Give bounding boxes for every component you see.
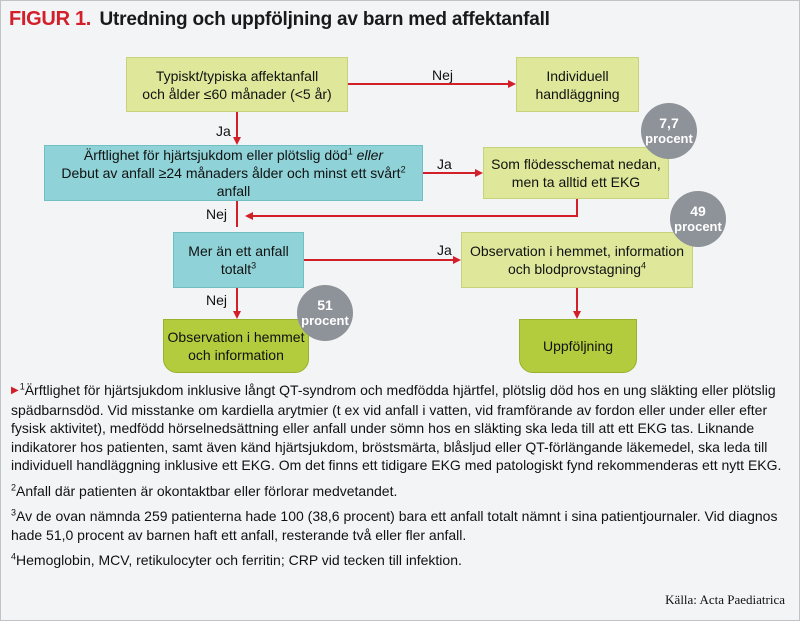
box-heredity-line1: Ärftlighet för hjärtsjukdom eller plötslig död$^1$ eller bbox=[83, 146, 384, 163]
box-typical-affect-seizures bbox=[126, 57, 348, 112]
box-home-observation bbox=[163, 319, 309, 373]
figure-title-text: Utredning och uppföljning av barn med affektanfall bbox=[99, 9, 550, 30]
triangle-icon: ▶ bbox=[11, 385, 19, 397]
box-followup-line1: Uppföljning bbox=[542, 338, 614, 354]
label-nej-start: Nej bbox=[432, 67, 454, 83]
badge-49-percent: 49 procent bbox=[670, 191, 726, 247]
box-heredity-line2: Debut av anfall ≥24 månaders ålder och minst ett svårt$^2$ anfall bbox=[61, 164, 406, 199]
badge-7-7-percent: 7,7 procent bbox=[641, 103, 697, 159]
box-observation-line2: och blodprovstagning$^4$ bbox=[507, 260, 647, 277]
footnote-3: $^3$Av de ovan nämnda 259 patienterna hade 100 (38,6 procent) bara ett anfall totalt nämnt i sina patientjournaler. Vid diagnos hade 51,0 procent av barnen haft ett anfall, resterande två eller fler anfall. bbox=[11, 507, 778, 543]
label-ja-more: Ja bbox=[437, 242, 452, 258]
footnotes bbox=[11, 381, 791, 570]
footnote-1: ▶$^1$Ärftlighet för hjärtsjukdom inklusive långt QT-syndrom och medfödda hjärtfel, plötslig död hos en ung släkting eller plötslig spädbarnsdöd. Vid misstanke om kardiella arytmier (t ex vid anfall i vatten, vid framförande av fordon eller under eller efter fysisk aktivitet), medfödd hörselnedsättning eller anfall under sömn hos en släkting ska leda till att ett EKG tas. Liknande indikatorer hos patienten, samt även känd hjärtsjukdom, bröstsmärta, blåsljud eller QT-förlängande läkemedel, ska leda till individuell handläggning inklusive ett EKG. Om det finns ett tidigare EKG med patologiskt fynd rekommenderas ett nytt EKG. bbox=[11, 381, 782, 474]
box-observation-info-blood bbox=[461, 232, 693, 288]
box-followup bbox=[519, 319, 637, 373]
arrow-ekg-to-more bbox=[247, 199, 577, 216]
box-typical-line2: och ålder ≤60 månader (<5 år) bbox=[142, 85, 332, 102]
box-more-line1: Mer än ett anfall bbox=[188, 243, 289, 259]
box-more-line2: totalt$^3$ bbox=[220, 260, 257, 277]
box-individual-line2: handläggning bbox=[535, 85, 620, 102]
box-ekg-line2: men ta alltid ett EKG bbox=[511, 174, 641, 190]
box-ekg bbox=[483, 147, 669, 199]
label-ja-heredity: Ja bbox=[437, 156, 452, 172]
box-more-than-one bbox=[173, 232, 304, 288]
box-home-line2: och information bbox=[188, 347, 284, 363]
footnote-2: $^2$Anfall där patienten är okontaktbar eller förlorar medvetandet. bbox=[11, 481, 398, 499]
source-credit: Källa: Acta Paediatrica bbox=[665, 592, 785, 607]
box-typical-line1: Typiskt/typiska affektanfall bbox=[155, 67, 319, 84]
box-observation-line1: Observation i hemmet, information bbox=[470, 243, 684, 259]
box-individual-line1: Individuell bbox=[546, 67, 609, 84]
box-individual-management bbox=[516, 57, 639, 112]
figure-number: FIGUR 1. bbox=[9, 8, 92, 30]
label-nej-heredity: Nej bbox=[206, 206, 228, 222]
badge-51-percent: 51 procent bbox=[297, 285, 353, 341]
box-ekg-line1: Som flödesschemat nedan, bbox=[491, 156, 661, 172]
box-heredity bbox=[44, 145, 423, 201]
footnote-4: $^4$Hemoglobin, MCV, retikulocyter och ferritin; CRP vid tecken till infektion. bbox=[11, 551, 462, 569]
label-nej-more: Nej bbox=[206, 292, 228, 308]
label-ja-start: Ja bbox=[216, 123, 231, 139]
box-home-line1: Observation i hemmet bbox=[167, 329, 305, 345]
